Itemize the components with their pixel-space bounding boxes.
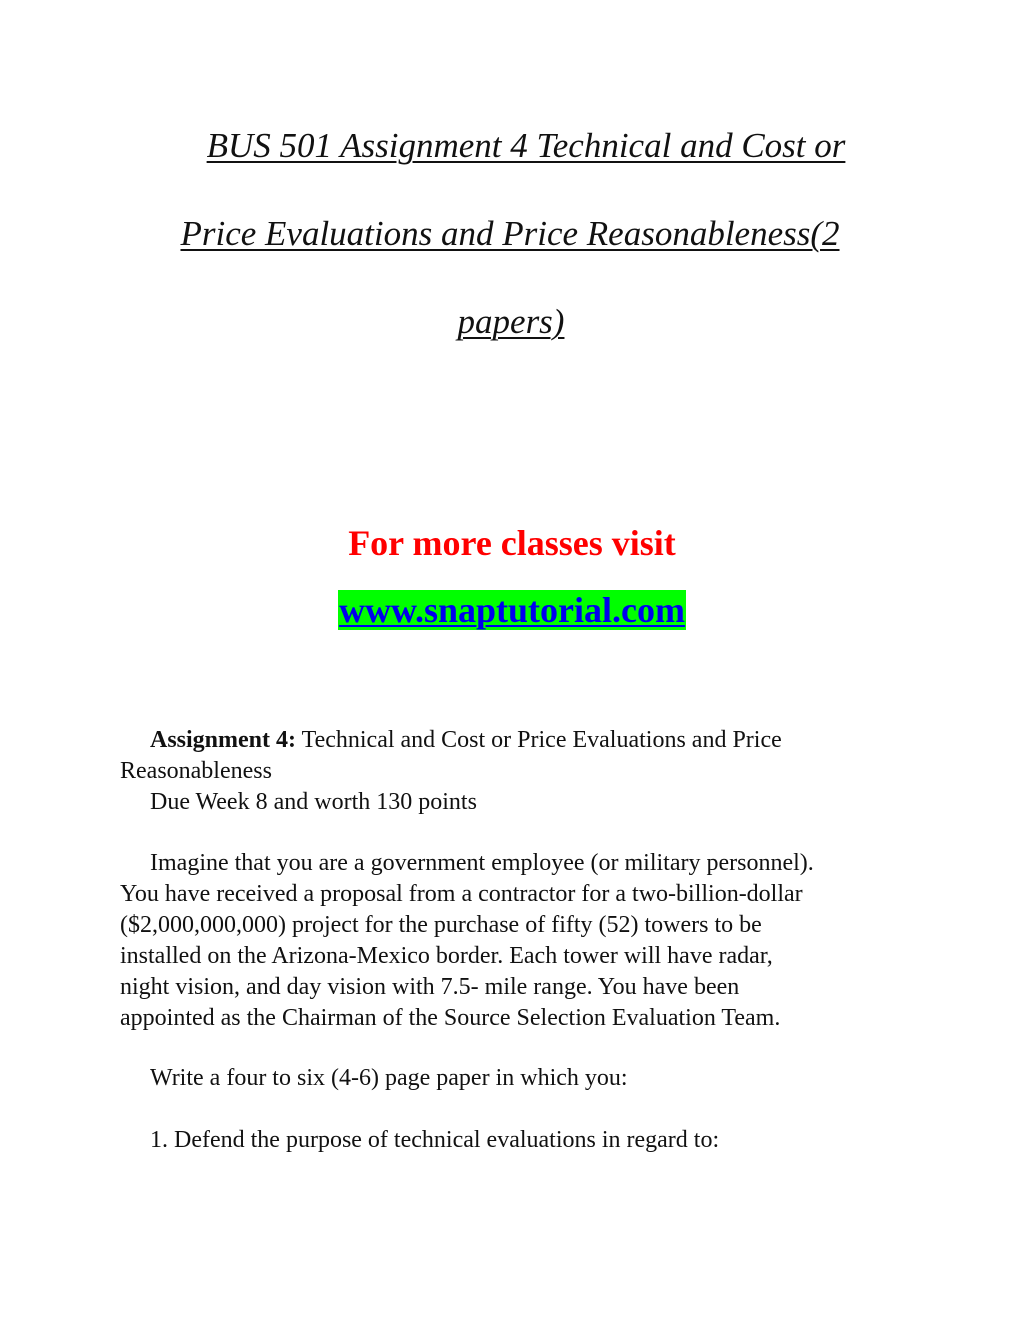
scenario-line — [120, 848, 900, 879]
promo-heading: For more classes visit — [348, 523, 676, 563]
assignment-title-part2: Reasonableness — [120, 758, 272, 784]
assignment-title-line — [120, 725, 900, 756]
assignment-due: Due Week 8 and worth 130 points — [150, 789, 477, 815]
assignment-header — [120, 725, 900, 818]
scenario-line: ($2,000,000,000) project for the purchase of fifty (52) towers to be — [120, 912, 762, 938]
scenario-line: You have received a proposal from a contractor for a two-billion-dollar — [120, 881, 803, 907]
assignment-due-line — [120, 787, 900, 818]
scenario-line: night vision, and day vision with 7.5- mile range. You have been — [120, 974, 740, 1000]
scenario-line: installed on the Arizona-Mexico border. Each tower will have radar, — [120, 943, 773, 969]
assignment-title-part1: Technical and Cost or Price Evaluations and Price — [296, 727, 782, 753]
instruction-item-1-line — [120, 1125, 900, 1156]
instruction-item-1-text: 1. Defend the purpose of technical evaluations in regard to: — [150, 1127, 720, 1153]
scenario-line-text: Imagine that you are a government employee (or military personnel). — [150, 850, 814, 876]
snaptutorial-link[interactable]: www.snaptutorial.com — [338, 590, 685, 630]
instruction-item-1 — [120, 1125, 900, 1156]
instructions-intro-text: Write a four to six (4-6) page paper in which you: — [150, 1065, 628, 1091]
instructions-intro — [120, 1063, 900, 1094]
scenario-paragraph — [120, 848, 900, 1034]
assignment-label: Assignment 4: — [150, 727, 297, 753]
instructions-intro-line — [120, 1063, 900, 1094]
document-title-line-2: Price Evaluations and Price Reasonableness(2 — [180, 214, 840, 253]
scenario-line: appointed as the Chairman of the Source Selection Evaluation Team. — [120, 1005, 781, 1031]
document-title-line-1: BUS 501 Assignment 4 Technical and Cost or — [206, 126, 846, 165]
promo-link-container — [0, 588, 1024, 632]
document-title-line-3: papers) — [457, 302, 565, 341]
